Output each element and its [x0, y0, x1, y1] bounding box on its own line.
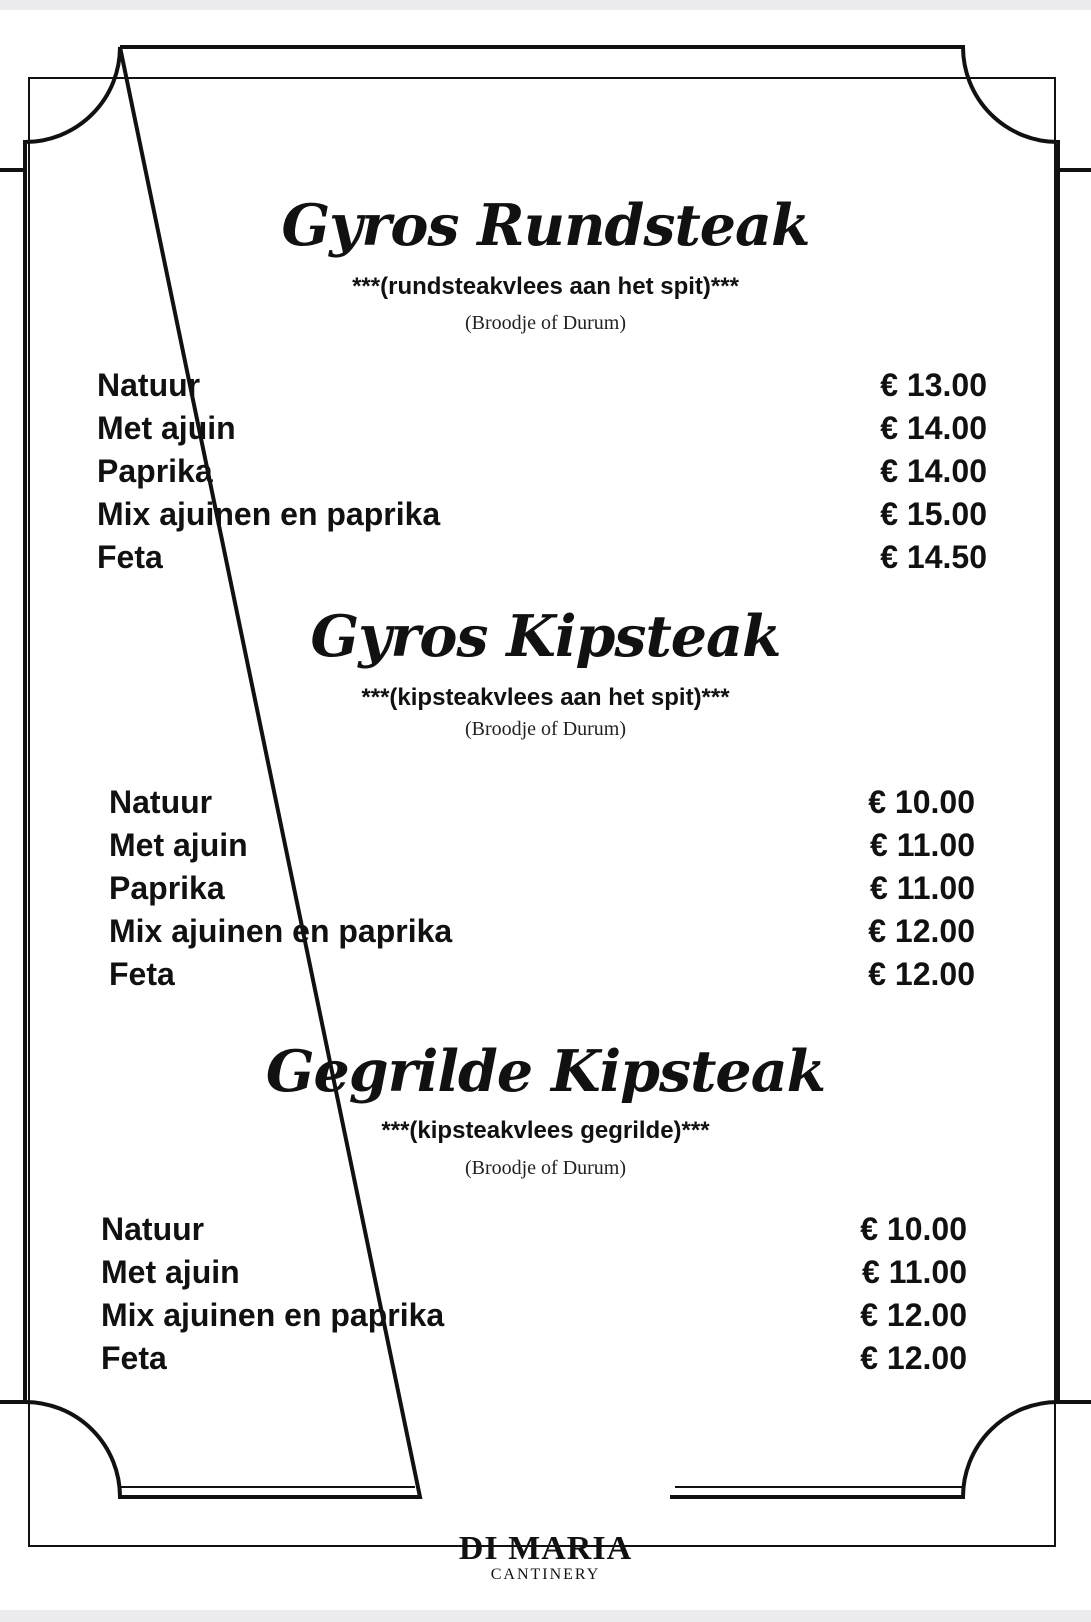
- item-name: Mix ajuinen en paprika: [101, 1297, 445, 1333]
- item-price: € 10.00: [860, 1211, 967, 1247]
- item-price: € 14.50: [880, 539, 987, 575]
- item-price: € 15.00: [880, 496, 987, 532]
- item-name: Mix ajuinen en paprika: [109, 913, 453, 949]
- menu-item: [109, 953, 975, 996]
- item-name: Met ajuin: [101, 1254, 240, 1290]
- item-price: € 11.00: [870, 827, 975, 863]
- brand-subtitle: CANTINERY: [490, 1566, 601, 1583]
- section-note: (Broodje of Durum): [464, 718, 627, 740]
- item-name: Natuur: [101, 1211, 205, 1247]
- item-name: Paprika: [97, 453, 213, 489]
- menu-item: [97, 450, 987, 493]
- item-list-gegrilde-kipsteak: [101, 1208, 967, 1380]
- item-price: € 14.00: [880, 410, 987, 446]
- item-price: € 11.00: [870, 870, 975, 906]
- item-price: € 12.00: [868, 913, 975, 949]
- item-name: Feta: [109, 956, 175, 992]
- item-name: Natuur: [97, 367, 201, 403]
- section-subtitle: ***(rundsteakvlees aan het spit)***: [352, 273, 739, 300]
- item-name: Met ajuin: [97, 410, 236, 446]
- item-price: € 10.00: [868, 784, 975, 820]
- menu-item: [101, 1251, 967, 1294]
- menu-page: [0, 10, 1091, 1610]
- item-name: Mix ajuinen en paprika: [97, 496, 441, 532]
- section-title-gyros-kipsteak: Gyros Kipsteak: [310, 603, 781, 670]
- section-subtitle: ***(kipsteakvlees aan het spit)***: [361, 684, 730, 711]
- menu-item: [97, 493, 987, 536]
- menu-item: [109, 910, 975, 953]
- menu-item: [97, 536, 987, 579]
- item-price: € 12.00: [868, 956, 975, 992]
- menu-item: [109, 867, 975, 910]
- menu-item: [97, 407, 987, 450]
- menu-item: [101, 1294, 967, 1337]
- item-price: € 14.00: [880, 453, 987, 489]
- brand-logo: [0, 1532, 1091, 1584]
- item-price: € 12.00: [860, 1340, 967, 1376]
- section-title-gyros-rundsteak: Gyros Rundsteak: [281, 192, 810, 259]
- menu-item: [97, 364, 987, 407]
- brand-name: DI MARIA: [458, 1530, 633, 1567]
- menu-item: [109, 824, 975, 867]
- item-name: Natuur: [109, 784, 213, 820]
- section-subtitle: ***(kipsteakvlees gegrilde)***: [381, 1117, 710, 1144]
- section-note: (Broodje of Durum): [464, 1157, 627, 1179]
- item-price: € 12.00: [860, 1297, 967, 1333]
- item-name: Met ajuin: [109, 827, 248, 863]
- item-name: Feta: [97, 539, 163, 575]
- menu-item: [109, 781, 975, 824]
- item-price: € 13.00: [880, 367, 987, 403]
- menu-item: [101, 1337, 967, 1380]
- item-list-gyros-kipsteak: [109, 781, 975, 996]
- section-note: (Broodje of Durum): [464, 312, 627, 334]
- section-title-gegrilde-kipsteak: Gegrilde Kipsteak: [265, 1038, 826, 1105]
- menu-item: [101, 1208, 967, 1251]
- item-name: Feta: [101, 1340, 167, 1376]
- item-name: Paprika: [109, 870, 225, 906]
- item-price: € 11.00: [862, 1254, 967, 1290]
- item-list-gyros-rundsteak: [97, 364, 987, 579]
